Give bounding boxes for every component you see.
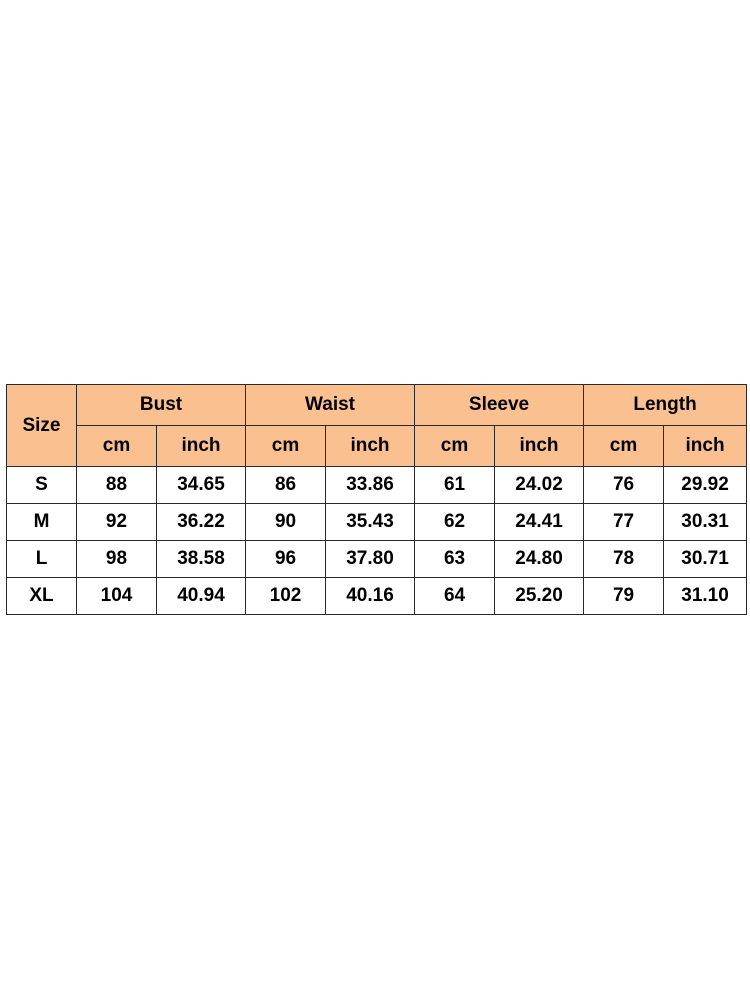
header-row-units xyxy=(7,426,747,467)
table-cell: 24.02 xyxy=(495,467,584,504)
table-cell: 96 xyxy=(246,541,326,578)
table-cell: 24.41 xyxy=(495,504,584,541)
table-cell: 30.71 xyxy=(664,541,747,578)
table-cell: 33.86 xyxy=(326,467,415,504)
table-cell: 25.20 xyxy=(495,578,584,615)
table-cell: 30.31 xyxy=(664,504,747,541)
table-row xyxy=(7,578,747,615)
waist-header: Waist xyxy=(246,385,415,426)
size-cell: S xyxy=(7,467,77,504)
unit-header: cm xyxy=(77,426,157,467)
unit-header: inch xyxy=(157,426,246,467)
table-cell: 31.10 xyxy=(664,578,747,615)
length-header: Length xyxy=(584,385,747,426)
table-cell: 29.92 xyxy=(664,467,747,504)
table-cell: 34.65 xyxy=(157,467,246,504)
sleeve-header: Sleeve xyxy=(415,385,584,426)
bust-header: Bust xyxy=(77,385,246,426)
table-row xyxy=(7,504,747,541)
table-cell: 37.80 xyxy=(326,541,415,578)
table-cell: 77 xyxy=(584,504,664,541)
size-cell: XL xyxy=(7,578,77,615)
unit-header: cm xyxy=(584,426,664,467)
table-cell: 86 xyxy=(246,467,326,504)
unit-header: inch xyxy=(326,426,415,467)
table-cell: 36.22 xyxy=(157,504,246,541)
table-cell: 78 xyxy=(584,541,664,578)
table-cell: 92 xyxy=(77,504,157,541)
table-cell: 79 xyxy=(584,578,664,615)
table-row xyxy=(7,541,747,578)
size-cell: M xyxy=(7,504,77,541)
table-cell: 102 xyxy=(246,578,326,615)
table-cell: 64 xyxy=(415,578,495,615)
size-header: Size xyxy=(7,385,77,467)
table-cell: 63 xyxy=(415,541,495,578)
table-row xyxy=(7,467,747,504)
table-cell: 104 xyxy=(77,578,157,615)
size-chart-table xyxy=(6,384,747,615)
table-cell: 24.80 xyxy=(495,541,584,578)
table-cell: 98 xyxy=(77,541,157,578)
table-cell: 38.58 xyxy=(157,541,246,578)
table-cell: 61 xyxy=(415,467,495,504)
table-cell: 88 xyxy=(77,467,157,504)
table-cell: 90 xyxy=(246,504,326,541)
size-cell: L xyxy=(7,541,77,578)
table-cell: 40.94 xyxy=(157,578,246,615)
unit-header: inch xyxy=(664,426,747,467)
table-cell: 40.16 xyxy=(326,578,415,615)
table-cell: 62 xyxy=(415,504,495,541)
header-row-groups xyxy=(7,385,747,426)
unit-header: inch xyxy=(495,426,584,467)
unit-header: cm xyxy=(415,426,495,467)
table-cell: 35.43 xyxy=(326,504,415,541)
unit-header: cm xyxy=(246,426,326,467)
table-cell: 76 xyxy=(584,467,664,504)
